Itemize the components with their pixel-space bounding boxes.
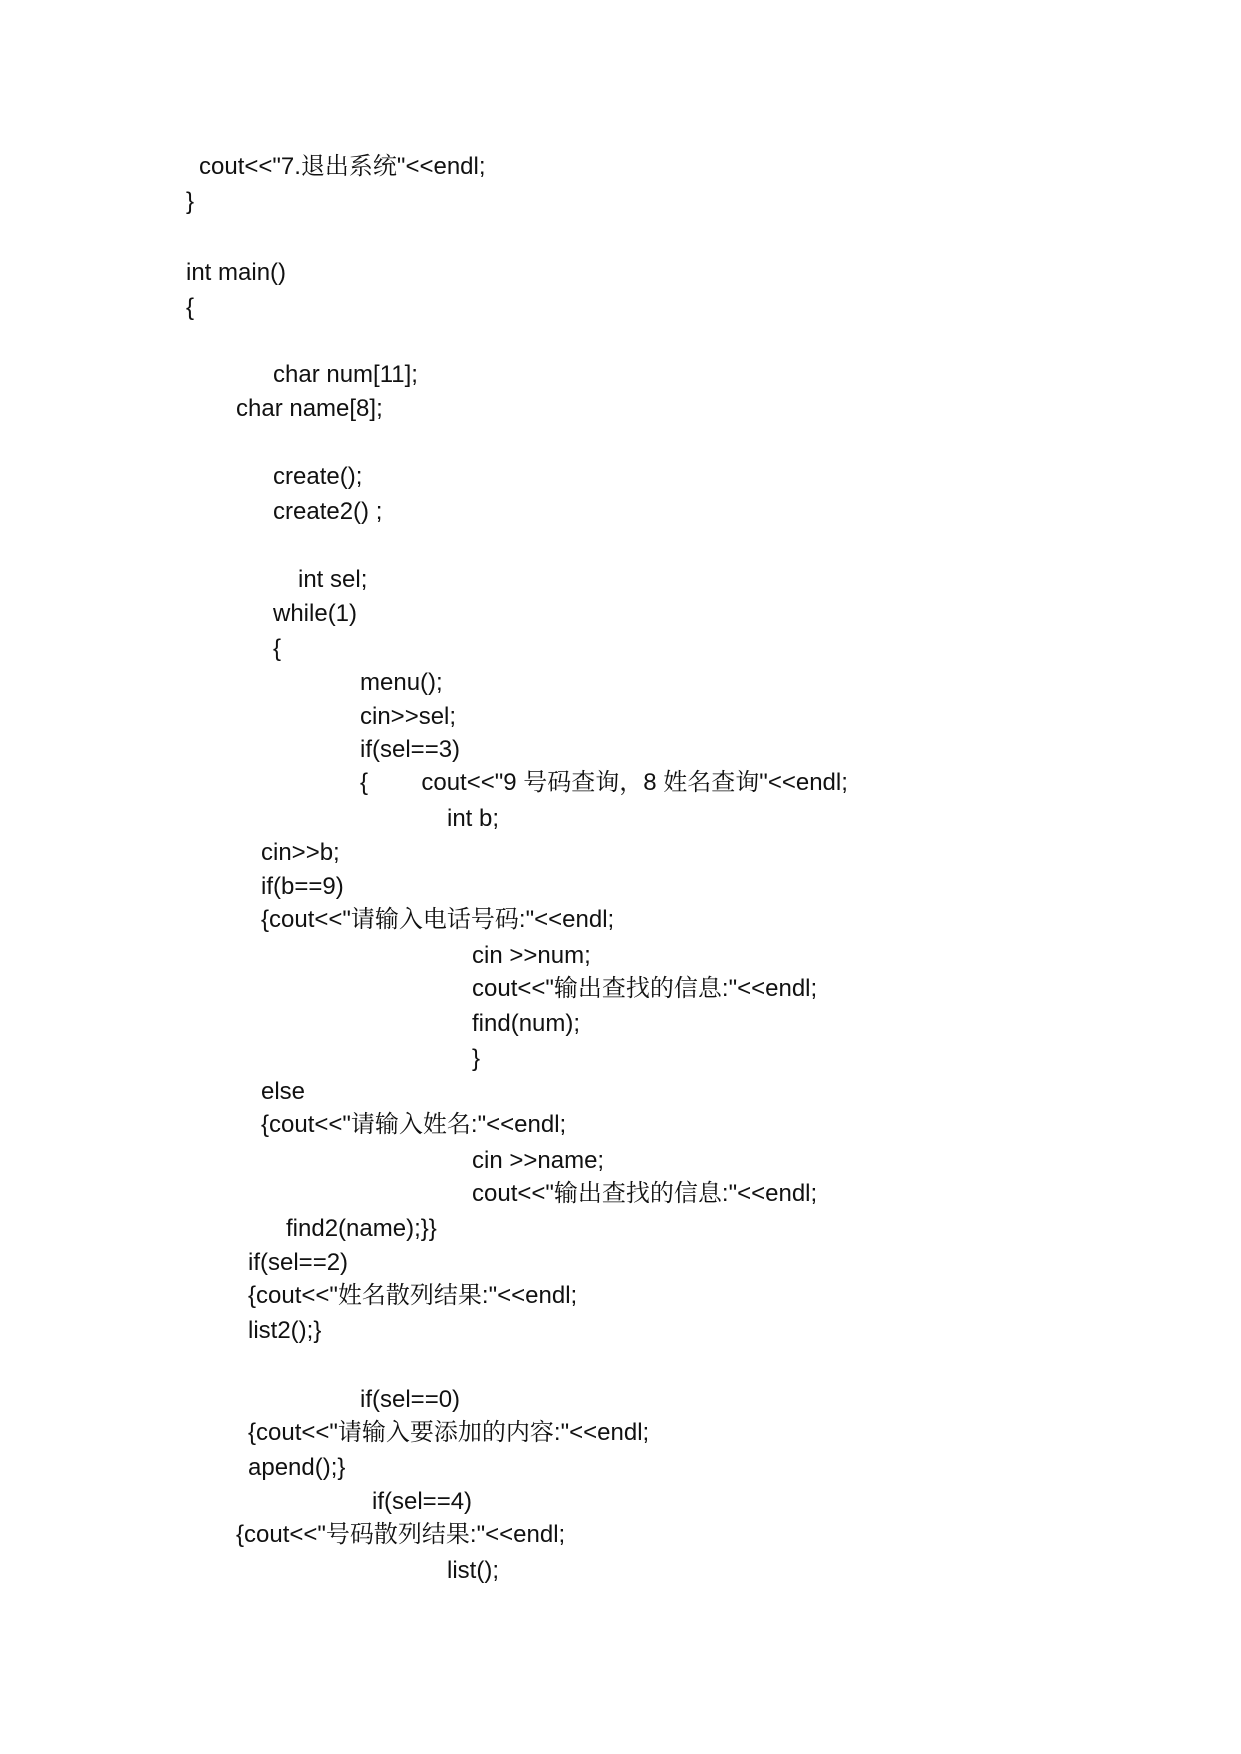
code-line: {cout<<"姓名散列结果:"<<endl; (248, 1282, 578, 1309)
code-line: char name[8]; (236, 395, 383, 422)
code-line: int b; (447, 805, 500, 832)
code-line: apend();} (248, 1454, 346, 1481)
code-line: char num[11]; (273, 361, 418, 388)
code-line: int main() (186, 259, 287, 286)
code-line: } (472, 1045, 481, 1072)
code-line: cout<<"7.退出系统"<<endl; (199, 153, 486, 180)
code-line: while(1) (273, 600, 358, 627)
code-line: find2(name);}} (286, 1215, 437, 1242)
code-line: } (186, 188, 195, 215)
code-line: cout<<"输出查找的信息:"<<endl; (472, 1180, 818, 1207)
code-line: if(sel==2) (248, 1249, 349, 1276)
code-line: create2() ; (273, 498, 383, 525)
code-line: list(); (447, 1557, 499, 1584)
code-line: {cout<<"请输入姓名:"<<endl; (261, 1111, 567, 1138)
code-line: {cout<<"请输入要添加的内容:"<<endl; (248, 1419, 650, 1446)
code-line: cin >>name; (472, 1147, 605, 1174)
code-line: { cout<<"9 号码查询，8 姓名查询"<<endl; (360, 769, 848, 796)
code-line: if(sel==4) (372, 1488, 473, 1515)
code-line: { (273, 635, 282, 662)
code-line: list2();} (248, 1317, 322, 1344)
code-line: cin>>b; (261, 839, 340, 866)
code-line: {cout<<"请输入电话号码:"<<endl; (261, 906, 615, 933)
code-line: { (186, 294, 195, 321)
code-line: if(b==9) (261, 873, 344, 900)
code-line: cin>>sel; (360, 703, 457, 730)
code-line: {cout<<"号码散列结果:"<<endl; (236, 1521, 566, 1548)
code-line: create(); (273, 463, 363, 490)
code-line: find(num); (472, 1010, 581, 1037)
code-line: int sel; (298, 566, 368, 593)
code-line: else (261, 1078, 306, 1105)
code-line: cout<<"输出查找的信息:"<<endl; (472, 975, 818, 1002)
code-line: if(sel==0) (360, 1386, 461, 1413)
code-line: cin >>num; (472, 942, 591, 969)
code-line: menu(); (360, 669, 443, 696)
code-line: if(sel==3) (360, 736, 461, 763)
